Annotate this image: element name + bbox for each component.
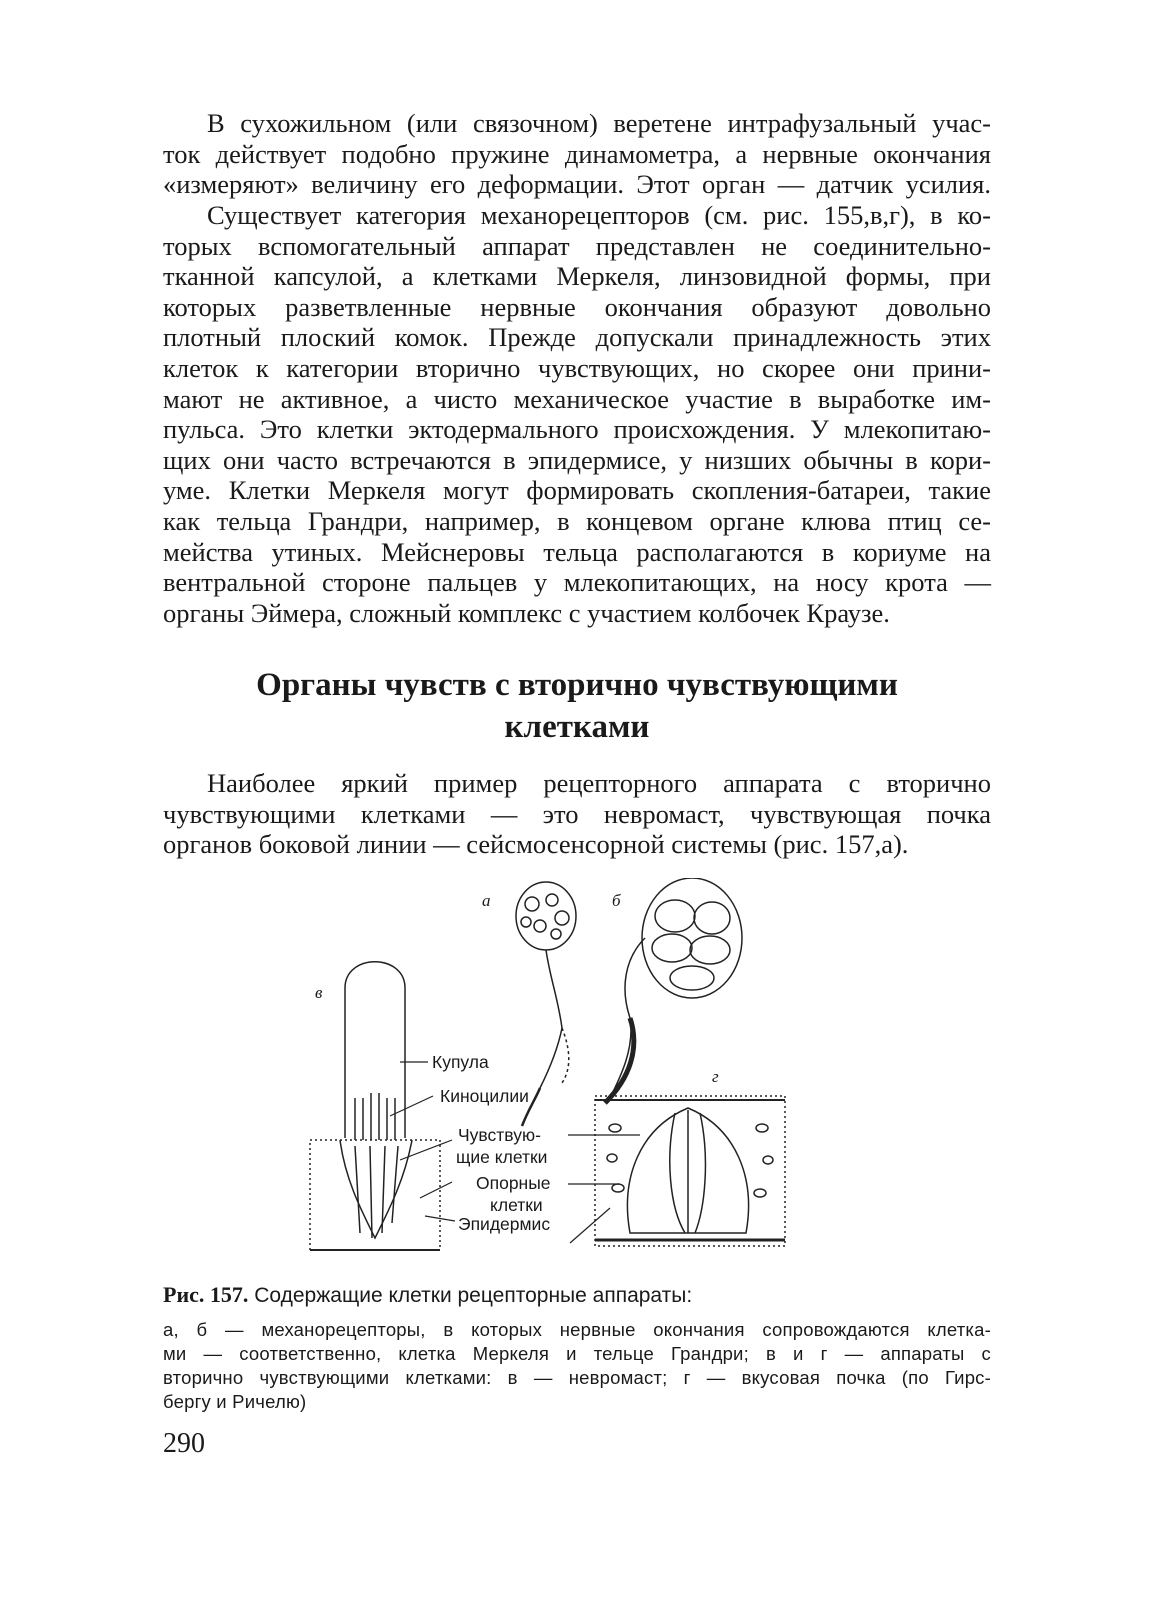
text-line: пульса. Это клетки эктодермального происхождения. У млекопитаю- [163,414,991,445]
figure-caption-body [163,1318,991,1414]
caption-line: бергу и Ричелю) [163,1391,307,1412]
figure-157 [300,878,800,1263]
label-kinocilia: Киноцилии [440,1086,529,1106]
label-sensing-cells-1: Чувствую- [458,1125,541,1145]
figure-number: Рис. 157. [163,1282,249,1307]
label-cupula: Купула [432,1052,489,1072]
text-line: мают не активное, а чисто механическое участие в выработке им- [163,383,991,414]
section-heading-line: клетками [504,709,650,745]
text-line: клеток к категории вторично чувствующих, но скорее они прини- [163,352,991,383]
panel-label-g: г [712,1067,719,1086]
text-line: которых разветвленные нервные окончания образуют довольно [163,291,991,322]
text-line: В сухожильном (или связочном) веретене интрафузальный учас- [207,108,991,138]
neuromast-drawing [310,962,440,1250]
label-epidermis: Эпидермис [458,1214,551,1234]
caption-line: а, б — механорецепторы, в которых нервные окончания сопровождаются клетка- [163,1319,991,1340]
caption-line: вторично чувствующими клетками: в — невромаст; г — вкусовая почка (по Гирс- [163,1367,991,1388]
label-support-cells-2: клетки [490,1195,543,1215]
text-line: торых вспомогательный аппарат представлен не соединительно- [163,230,991,261]
panel-label-v: в [315,983,323,1002]
paragraph-dynamometer [163,108,991,200]
text-line: мейства утиных. Мейснеровы тельца располагаются в кориуме на [163,536,991,567]
label-sensing-cells-2: щие клетки [456,1147,548,1167]
taste-bud-drawing [595,1096,785,1246]
grandry-corpuscle-drawing [605,878,742,1103]
text-line: как тельца Грандри, например, в концевом органе клюва птиц се- [163,505,991,536]
label-support-cells-1: Опорные [476,1173,551,1193]
text-line: «измеряют» величину его деформации. Этот орган — датчик усилия. [163,169,991,200]
section-heading [163,664,991,748]
page-number: 290 [163,1428,205,1459]
panel-label-a: а [482,891,491,910]
figure-title: Содержащие клетки рецепторные аппараты: [254,1284,693,1307]
text-line: органы Эймера, сложный комплекс с участием колбочек Краузе. [163,597,890,628]
text-line: Существует категория механорецепторов (см. рис. 155,в,г), в ко- [207,200,991,230]
text-line: чувствующими клетками — это невромаст, чувствующая почка [163,798,991,829]
text-line: органов боковой линии — сейсмосенсорной системы (рис. 157,а). [163,829,909,860]
text-line: плотный плоский комок. Прежде допускали принадлежность этих [163,322,991,353]
figure-caption-title [163,1282,991,1308]
text-line: Наиболее яркий пример рецепторного аппарата с вторично [207,768,991,798]
paragraph-merkel-cells [163,200,991,628]
text-line: тканной капсулой, а клетками Меркеля, линзовидной формы, при [163,261,991,292]
section-heading-line: Органы чувств с вторично чувствующими [256,667,898,703]
panel-label-b: б [612,891,621,910]
text-line: уме. Клетки Меркеля могут формировать скопления-батареи, такие [163,475,991,506]
caption-line: ми — соответственно, клетка Меркеля и тельце Грандри; в и г — аппараты с [163,1343,991,1364]
text-line: щих они часто встречаются в эпидермисе, у низших обычны в кори- [163,444,991,475]
text-line: вентральной стороне пальцев у млекопитающих, на носу крота — [163,567,991,598]
paragraph-neuromast [163,768,991,860]
text-line: ток действует подобно пружине динамометра, а нервные окончания [163,138,991,169]
